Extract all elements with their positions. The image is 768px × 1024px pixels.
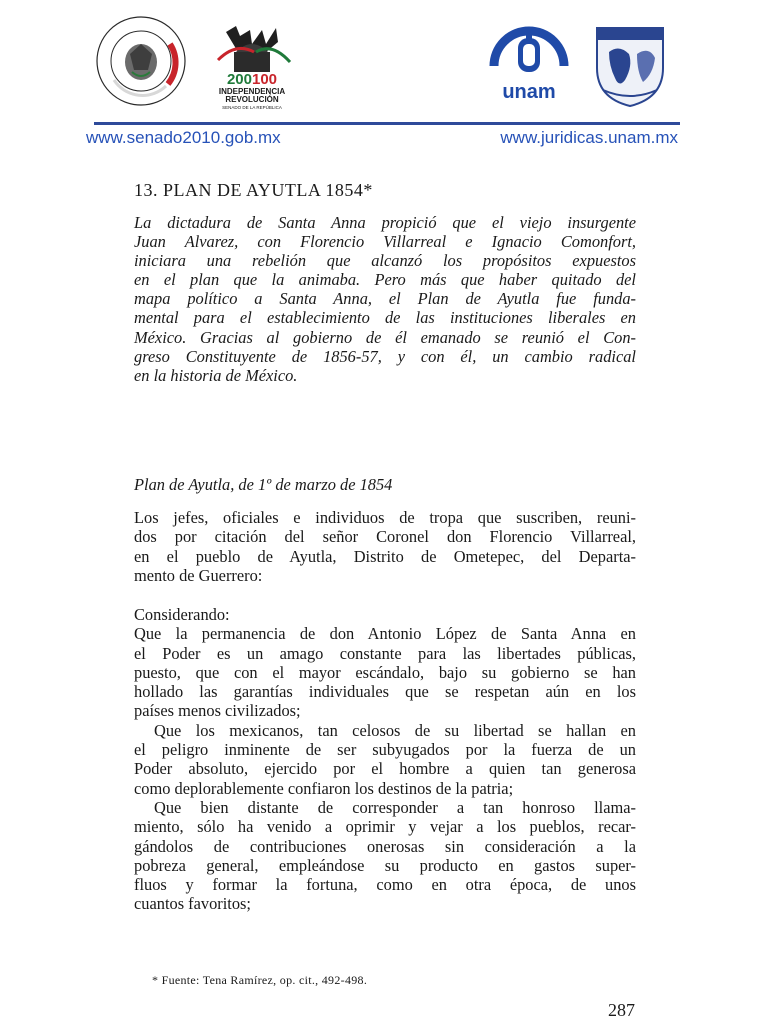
juridicas-link[interactable]: www.juridicas.unam.mx bbox=[500, 128, 678, 147]
footnote: * Fuente: Tena Ramírez, op. cit., 492-498. bbox=[152, 973, 368, 987]
text-line: Poder absoluto, ejercido por el hombre a quien tan generosa bbox=[134, 759, 636, 779]
svg-text:200100: 200100 bbox=[226, 71, 278, 88]
intro-line: en la historia de México. bbox=[134, 365, 298, 385]
text-line: hollado las garantías individuales que se respetan aún en los bbox=[134, 682, 636, 702]
text-line: el peligro inminente de ser subyugados por la fuerza de un bbox=[134, 740, 636, 760]
intro-line: La dictadura de Santa Anna propició que el viejo insurgente bbox=[134, 213, 636, 232]
header-divider bbox=[94, 122, 680, 125]
intro-line: iniciara una rebelión que alcanzó los propósitos expuestos bbox=[134, 251, 636, 271]
senado-link[interactable]: www.senado2010.gob.mx bbox=[86, 128, 281, 147]
page-number: 287 bbox=[608, 1000, 635, 1020]
intro-line: en el plan que la animaba. Pero más que haber quitado del bbox=[134, 270, 636, 290]
text-line: dos por citación del señor Coronel don Florencio Villarreal, bbox=[134, 527, 636, 547]
considering-heading: Considerando: bbox=[134, 605, 230, 624]
text-line: fluos y formar la fortuna, como en otra época, de unos bbox=[134, 875, 636, 895]
intro-line: mental para el establecimiento de las instituciones liberales en bbox=[134, 308, 636, 328]
svg-text:REVOLUCIÓN: REVOLUCIÓN bbox=[225, 95, 279, 104]
iij-unam-logo bbox=[488, 18, 570, 108]
intro-paragraph bbox=[134, 213, 636, 385]
intro-line: México. Gracias al gobierno de él emanado se reunió el Con- bbox=[134, 327, 636, 347]
text-line: mento de Guerrero: bbox=[134, 565, 263, 585]
text-line: Que los mexicanos, tan celosos de su libertad se hallan en bbox=[154, 720, 636, 740]
intro-line: Juan Alvarez, con Florencio Villarreal e Ignacio Comonfort, bbox=[134, 232, 636, 252]
intro-line: mapa político a Santa Anna, el Plan de Ayutla fue funda- bbox=[134, 289, 636, 309]
considerations-block bbox=[134, 605, 636, 914]
svg-text:SENADO DE LA REPÚBLICA: SENADO DE LA REPÚBLICA bbox=[222, 105, 282, 110]
text-line: pobreza general, empleándose su producto en gastos super- bbox=[134, 855, 636, 875]
text-line: puesto, que con el mayor escándalo, bajo su gobierno se han bbox=[134, 662, 636, 682]
bicentenario-logo bbox=[206, 22, 298, 114]
svg-text:INDEPENDENCIA: INDEPENDENCIA bbox=[218, 87, 286, 96]
svg-text:unam: unam bbox=[502, 81, 556, 103]
text-line: miento, sólo ha venido a oprimir y vejar a los pueblos, recar- bbox=[134, 817, 636, 837]
text-line: Que bien distante de corresponder a tan honroso llama- bbox=[154, 797, 636, 817]
section-title: 13. PLAN DE AYUTLA 1854* bbox=[134, 180, 373, 200]
intro-line: greso Constituyente de 1856-57, y con él, un cambio radical bbox=[134, 346, 636, 366]
text-line: como deplorablemente confiaron los destinos de la patria; bbox=[134, 778, 514, 798]
document-subtitle: Plan de Ayutla, de 1º de marzo de 1854 bbox=[134, 475, 393, 494]
text-line: cuantos favoritos; bbox=[134, 894, 251, 914]
text-line: en el pueblo de Ayutla, Distrito de Ometepec, del Departa- bbox=[134, 546, 636, 566]
opening-paragraph bbox=[134, 508, 636, 585]
senado-logo bbox=[92, 14, 190, 108]
text-line: el Poder es un amago constante para las libertades públicas, bbox=[134, 643, 636, 663]
unam-shield-logo bbox=[589, 18, 671, 108]
text-line: Los jefes, oficiales e individuos de tropa que suscriben, reuni- bbox=[134, 508, 636, 527]
text-line: Que la permanencia de don Antonio López de Santa Anna en bbox=[134, 624, 636, 644]
text-line: países menos civilizados; bbox=[134, 701, 301, 721]
text-line: gándolos de contribuciones onerosas sin consideración a la bbox=[134, 836, 636, 856]
